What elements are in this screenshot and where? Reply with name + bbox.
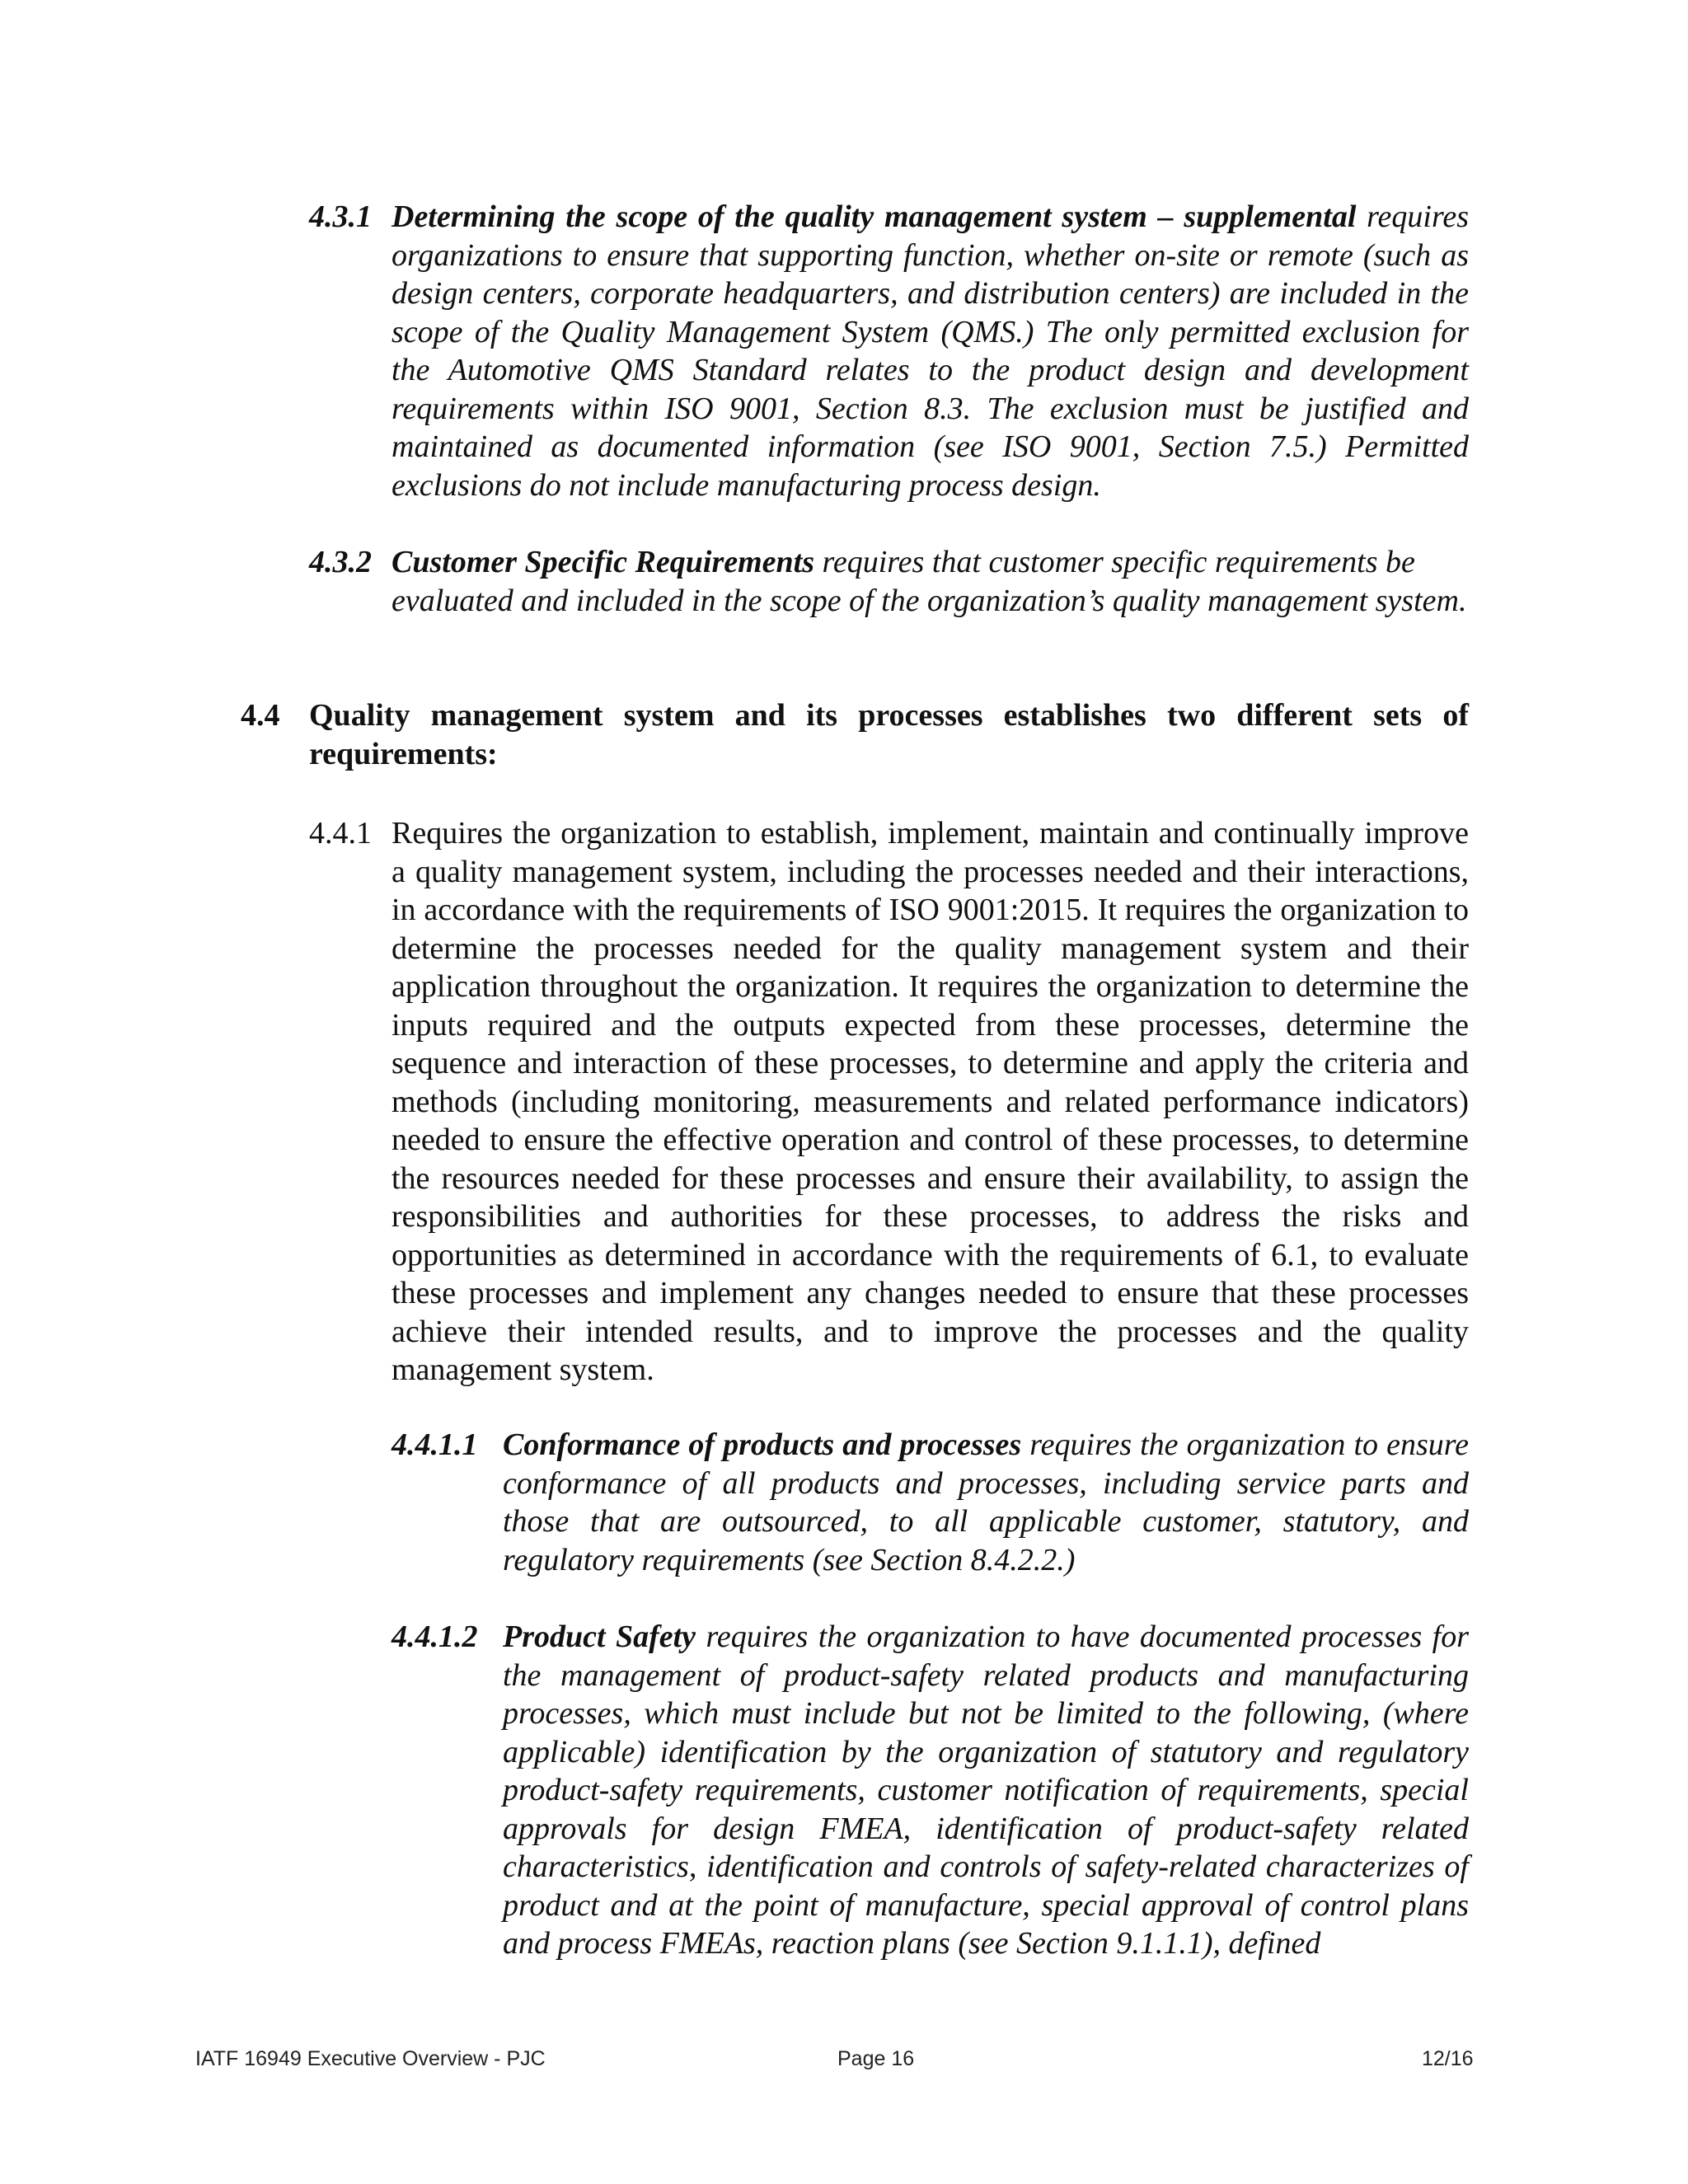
section-4-4-1-2: [392, 1618, 1469, 1963]
section-number: 4.4.1.2: [392, 1619, 478, 1654]
section-paragraph: [503, 1618, 1469, 1963]
section-title: Customer Specific Requirements: [392, 545, 814, 579]
section-4-3-2: [309, 543, 1469, 620]
section-paragraph: [503, 1426, 1469, 1579]
section-body: requires organizations to ensure that supporting function, whether on-site or remote (such as design centers, corporate headquarters, and distribution centers) are included in the scope of the Quality Management System (QMS.) The only permitted exclusion for the Automotive QMS Standard relates to the product design and development requirements within ISO 9001, Section 8.3. The exclusion must be justified and maintained as documented information (see ISO 9001, Section 7.5.) Permitted exclusions do not include manufacturing process design.: [392, 199, 1469, 503]
section-title: Product Safety: [503, 1619, 696, 1654]
section-paragraph: [392, 198, 1469, 504]
footer-page-number: Page 16: [837, 2047, 915, 2070]
section-number: 4.4: [241, 698, 280, 733]
section-4-4-1: [309, 814, 1469, 1390]
section-body: requires the organization to ensure conformance of all products and processes, including service parts and those that are outsourced, to all applicable customer, statutory, and regulatory requirements (see Section 8.4.2.2.): [503, 1427, 1469, 1577]
section-title: Conformance of products and processes: [503, 1427, 1022, 1462]
section-body: requires the organization to have documented processes for the management of product-safety related products and manufacturing processes, which must include but not be limited to the following, (where applicable) identification by the organization of statutory and regulatory product-safety requirements, customer notification of requirements, special approvals for design FMEA, identification of product-safety related characteristics, identification and controls of safety-related characterizes of product and at the point of manufacture, special approval of control plans and process FMEAs, reaction plans (see Section 9.1.1.1), defined: [503, 1619, 1469, 1961]
section-4-3-1: [309, 198, 1469, 504]
section-4-4-1-1: [392, 1426, 1469, 1579]
footer-date: 12/16: [1422, 2047, 1474, 2070]
footer-document-title: IATF 16949 Executive Overview - PJC: [195, 2047, 546, 2070]
section-body: Requires the organization to establish, implement, maintain and continually improve a quality management system, including the processes needed and their interactions, in accordance with the requirements of ISO 9001:2015. It requires the organization to determine the processes needed for the quality management system and their application throughout the organization. It requires the organization to determine the inputs required and the outputs expected from these processes, determine the sequence and interaction of these processes, to determine and apply the criteria and methods (including monitoring, measurements and related performance indicators) needed to ensure the effective operation and control of these processes, to determine the resources needed for these processes and ensure their availability, to assign the responsibilities and authorities for these processes, to address the risks and opportunities as determined in accordance with the requirements of 6.1, to evaluate these processes and implement any changes needed to ensure that these processes achieve their intended results, and to improve the processes and the quality management system.: [392, 816, 1469, 1387]
section-4-4-heading: [241, 696, 1469, 773]
section-number: 4.4.1: [309, 816, 372, 851]
section-paragraph: [392, 543, 1469, 620]
section-title: Quality management system and its processes establishes two different sets of requirements:: [309, 698, 1469, 771]
section-title: Determining the scope of the quality management system – supplemental: [392, 199, 1357, 234]
section-number: 4.3.1: [309, 199, 372, 234]
section-number: 4.3.2: [309, 545, 372, 579]
section-body: requires that customer specific requirements be evaluated and included in the scope of the organization’s quality management system.: [392, 545, 1467, 618]
section-number: 4.4.1.1: [392, 1427, 478, 1462]
